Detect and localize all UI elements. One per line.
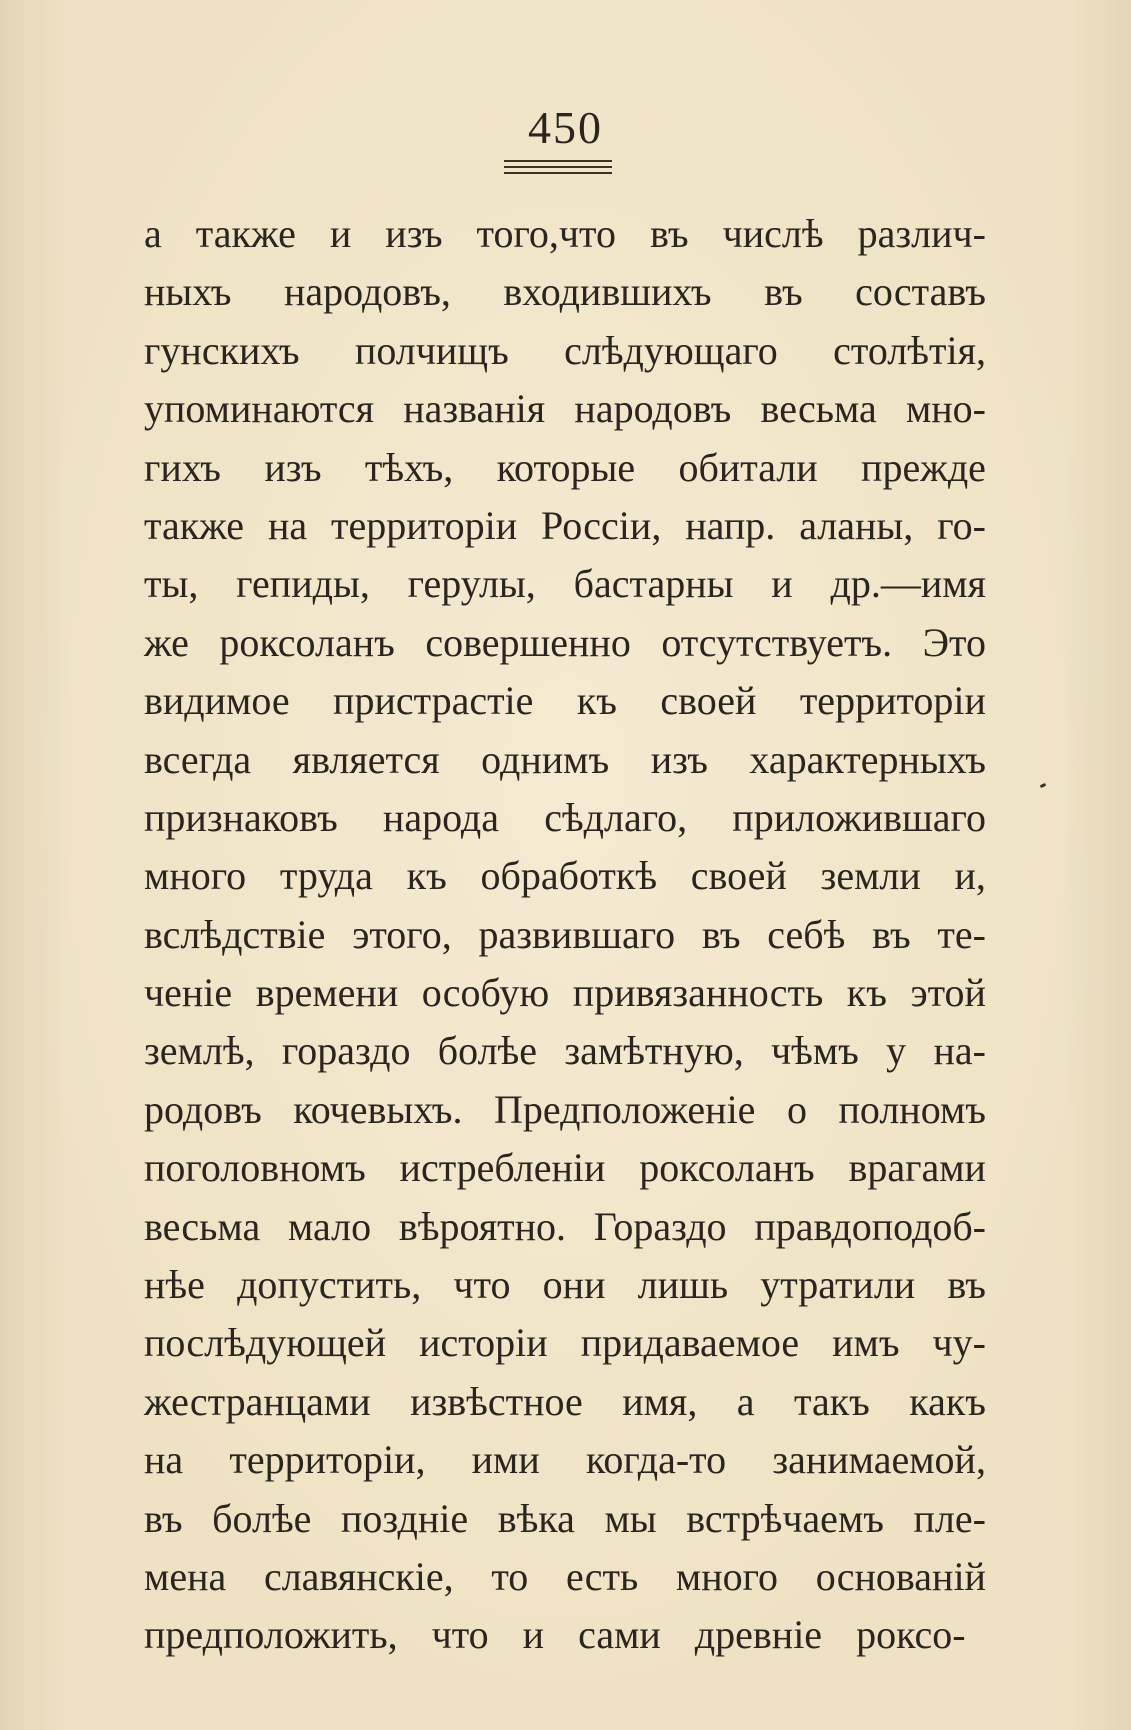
text-word: этой (910, 970, 986, 1016)
text-word: основаній (815, 1553, 986, 1599)
text-word: роксо- (856, 1612, 966, 1658)
text-word: является (292, 736, 440, 782)
text-word: напр. (685, 502, 776, 548)
text-word: на (267, 502, 308, 548)
text-line (144, 1256, 986, 1314)
text-word: поздніе (341, 1495, 469, 1541)
text-word: на (144, 1437, 184, 1483)
text-word: бастарны (573, 561, 734, 607)
text-word: исторіи (419, 1320, 548, 1366)
text-word: территоріи, (229, 1437, 426, 1483)
text-word: роксоланъ (639, 1145, 815, 1191)
text-word: о (786, 1086, 807, 1132)
text-word: они (542, 1262, 606, 1308)
text-word: такъ (793, 1378, 870, 1424)
text-word: упоминаются (144, 386, 374, 432)
text-word: ныхъ (144, 269, 232, 315)
text-word: развившаго (478, 911, 676, 957)
text-word: извѣстное (410, 1378, 583, 1424)
text-word: своей (690, 853, 787, 899)
text-word: земли (820, 853, 921, 899)
text-word: въ (144, 1495, 183, 1541)
text-word: что (453, 1262, 511, 1308)
text-word: входившихъ (503, 269, 712, 315)
text-word: признаковъ (144, 794, 338, 840)
text-line (144, 1373, 986, 1431)
text-word: правдоподоб- (754, 1203, 986, 1249)
text-word: особую (421, 970, 550, 1016)
text-word: аланы, (799, 502, 914, 548)
text-word: же (144, 619, 189, 665)
text-word: Россіи, (541, 502, 662, 548)
text-word: пле- (913, 1495, 986, 1541)
text-word: какъ (909, 1378, 986, 1424)
text-word: предположить, (144, 1612, 398, 1658)
text-word: гепиды, (236, 561, 370, 607)
text-word: также (195, 211, 296, 256)
text-word: Предположеніе (493, 1086, 756, 1132)
text-word: изъ (264, 444, 322, 490)
text-word: сѣдлаго, (544, 794, 688, 840)
page-number-underline-middle (504, 166, 612, 168)
text-line (144, 789, 986, 847)
text-word: допустить, (237, 1262, 422, 1308)
text-word: къ (846, 970, 887, 1016)
text-word: числѣ (722, 211, 824, 256)
text-word: территоріи (799, 678, 986, 724)
text-line (144, 906, 986, 964)
text-word: весьма (144, 1203, 261, 1249)
text-word: имъ (832, 1320, 900, 1366)
text-word: совершенно (425, 619, 631, 665)
text-word: характерныхъ (749, 736, 986, 782)
text-word: те- (937, 911, 986, 957)
text-word: къ (576, 678, 617, 724)
text-word: лишь (637, 1262, 729, 1308)
text-word: народа (382, 794, 500, 840)
text-word: въ (872, 911, 911, 957)
text-word: всегда (144, 736, 252, 782)
text-line (144, 555, 986, 613)
text-line (144, 964, 986, 1022)
text-line (144, 1431, 986, 1489)
text-word: полномъ (838, 1086, 986, 1132)
text-word: которые (496, 444, 636, 490)
text-line (144, 731, 986, 789)
text-word: времени (255, 970, 399, 1016)
text-word: народовъ, (283, 269, 451, 315)
text-word: въ (764, 269, 803, 315)
text-word: врагами (848, 1145, 986, 1191)
text-word: мно- (905, 386, 986, 432)
page-number: 450 (528, 102, 603, 153)
text-word: ими (471, 1437, 540, 1483)
text-word: труда (279, 853, 373, 899)
text-word: вѣка (497, 1495, 575, 1541)
text-word: въ (650, 211, 689, 256)
text-word: народовъ (574, 386, 732, 432)
text-word: замѣтную, (564, 1028, 744, 1074)
text-line (144, 1022, 986, 1080)
text-word: нѣе (144, 1262, 205, 1308)
text-word: ченіе (144, 970, 233, 1016)
text-word: встрѣчаемъ (686, 1495, 884, 1541)
text-word: изъ (385, 211, 443, 256)
text-word: приложившаго (732, 794, 986, 840)
text-word: мало (287, 1203, 372, 1249)
text-line (144, 439, 986, 497)
text-word: вѣроятно. (398, 1203, 566, 1249)
text-line (144, 1198, 986, 1256)
text-word: чу- (932, 1320, 986, 1366)
text-word: къ (406, 853, 447, 899)
text-word: у (886, 1028, 907, 1074)
text-word: истребленіи (399, 1145, 606, 1191)
text-line (144, 1548, 986, 1606)
text-line (144, 322, 986, 380)
text-word: обработкѣ (480, 853, 658, 899)
text-word: а (144, 211, 162, 256)
text-word: много (144, 853, 247, 899)
text-word: болѣе (212, 1495, 312, 1541)
text-word: есть (565, 1553, 639, 1599)
text-word: поголовномъ (144, 1145, 366, 1191)
text-line (144, 497, 986, 555)
text-word: мена (144, 1553, 227, 1599)
text-word: Гораздо (593, 1203, 727, 1249)
text-line (144, 380, 986, 438)
text-word: различ- (857, 211, 986, 256)
text-word: тѣхъ, (364, 444, 454, 490)
text-line (144, 672, 986, 730)
text-word: привязанность (572, 970, 824, 1016)
text-line (144, 1606, 986, 1664)
text-word: славянскіе, (263, 1553, 454, 1599)
text-word: занимаемой, (772, 1437, 986, 1483)
text-word: родовъ (144, 1086, 262, 1132)
text-line (144, 1314, 986, 1372)
text-word: Это (922, 619, 986, 665)
text-word: когда-то (585, 1437, 727, 1483)
text-word: того,что (476, 211, 616, 256)
text-word: гихъ (144, 444, 221, 490)
text-word: и, (954, 853, 986, 899)
text-word: однимъ (481, 736, 610, 782)
text-word: изъ (650, 736, 708, 782)
text-word: чѣмъ (771, 1028, 859, 1074)
text-word: территоріи (331, 502, 518, 548)
text-word: и (329, 211, 352, 256)
text-word: что (431, 1612, 489, 1658)
text-word: весьма (760, 386, 877, 432)
text-word: др.—имя (830, 561, 986, 607)
text-word: на- (933, 1028, 986, 1074)
text-line (144, 1139, 986, 1197)
text-word: то (491, 1553, 529, 1599)
text-line (144, 205, 986, 263)
text-word: вслѣдствіе (144, 911, 326, 957)
text-word: обитали (678, 444, 818, 490)
text-word: себѣ (767, 911, 846, 957)
text-word: въ (701, 911, 741, 957)
text-word: этого, (352, 911, 452, 957)
text-word: роксоланъ (219, 619, 395, 665)
text-word: въ (947, 1262, 986, 1308)
text-word: названія (403, 386, 546, 432)
text-word: много (675, 1553, 779, 1599)
text-word: а (736, 1378, 755, 1424)
page-number-underline-bottom (504, 172, 612, 174)
text-line (144, 1490, 986, 1548)
text-word: видимое (144, 678, 290, 724)
text-word: столѣтія, (833, 327, 986, 373)
body-text (144, 205, 986, 1665)
text-word: своей (660, 678, 757, 724)
text-word: послѣдующей (144, 1320, 387, 1366)
text-word: и (771, 561, 793, 607)
text-word: древніе (694, 1612, 823, 1658)
text-line (144, 847, 986, 905)
text-word: землѣ, (144, 1028, 255, 1074)
text-word: гораздо (281, 1028, 411, 1074)
text-word: го- (937, 502, 986, 548)
text-word: придаваемое (580, 1320, 800, 1366)
text-line (144, 614, 986, 672)
text-word: пристрастіе (333, 678, 534, 724)
text-word: также (144, 502, 245, 548)
text-word: утратили (760, 1262, 916, 1308)
text-word: сами (578, 1612, 661, 1658)
text-word: слѣдующаго (564, 327, 778, 373)
text-word: герулы, (407, 561, 536, 607)
text-word: прежде (861, 444, 986, 490)
text-word: составъ (855, 269, 986, 315)
text-word: кочевыхъ. (293, 1086, 463, 1132)
text-line (144, 263, 986, 321)
text-line (144, 1081, 986, 1139)
ink-speck (1040, 783, 1047, 788)
text-word: имя, (622, 1378, 698, 1424)
text-word: жестранцами (144, 1378, 371, 1424)
text-word: ты, (144, 561, 199, 607)
text-word: мы (604, 1495, 657, 1541)
text-word: отсутствуетъ. (661, 619, 893, 665)
text-word: и (522, 1612, 545, 1658)
text-word: болѣе (437, 1028, 538, 1074)
text-word: гунскихъ (144, 327, 300, 373)
page-number-underline-top (504, 160, 612, 162)
text-word: полчищъ (354, 327, 509, 373)
